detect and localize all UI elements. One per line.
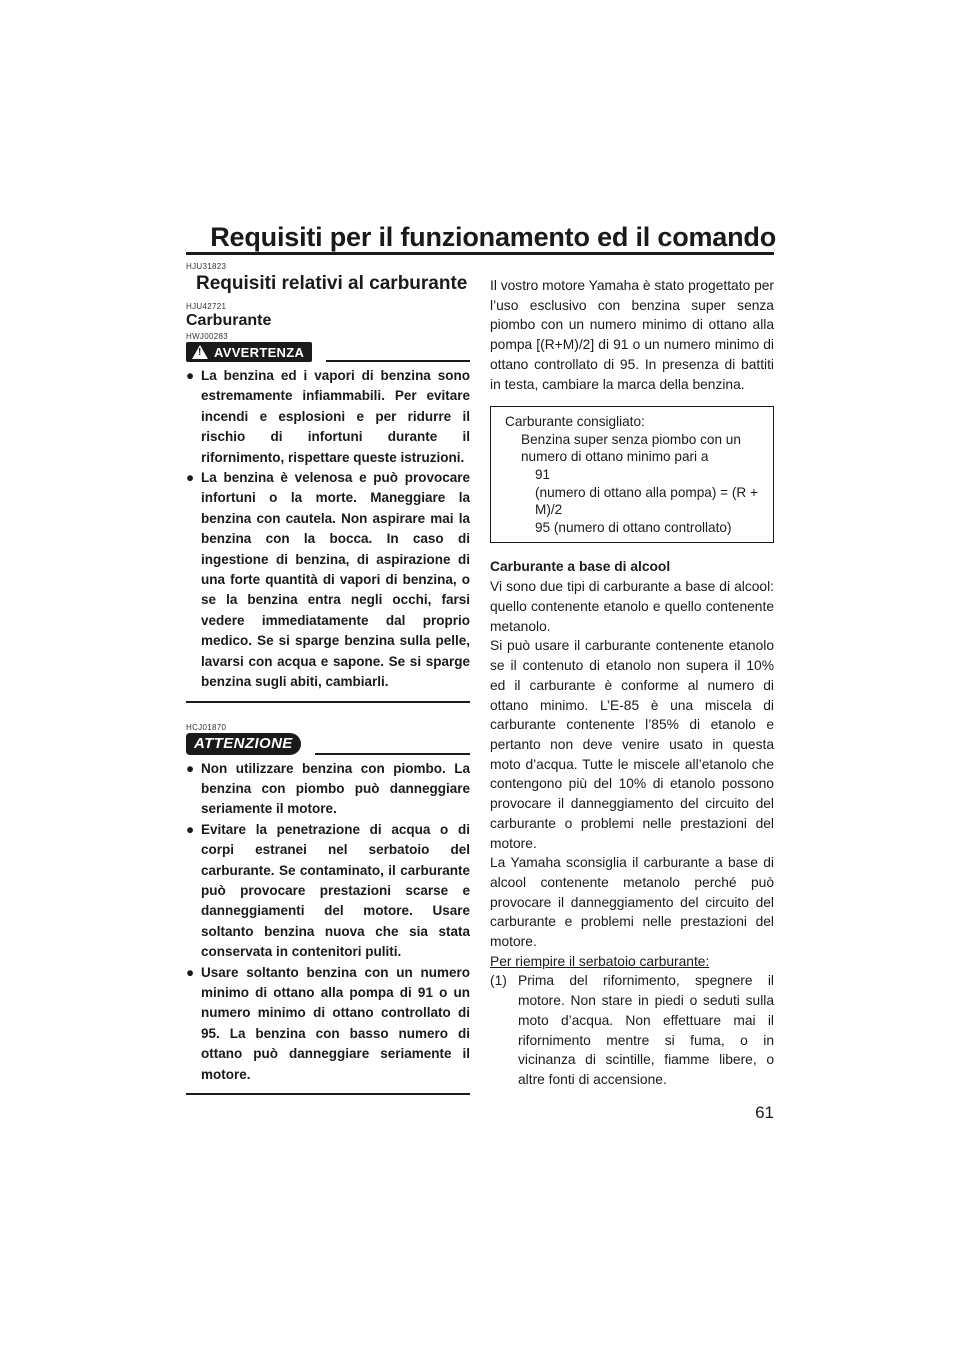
- warning-badge: [186, 342, 312, 362]
- fill-tank-heading: Per riempire il serbatoio carburante:: [490, 953, 710, 969]
- page-number: 61: [755, 1103, 774, 1122]
- section-title: Requisiti relativi al carburante: [196, 273, 468, 294]
- caution-badge: ATTENZIONE: [186, 733, 301, 755]
- bullet-icon: ●: [186, 470, 195, 486]
- warning-end-rule: [186, 701, 470, 703]
- rec-box-line1: Benzina super senza piombo con un numero di ottano minimo pari a: [521, 431, 741, 465]
- alcohol-heading: Carburante a base di alcool: [490, 559, 671, 575]
- alcohol-paragraph-1: Vi sono due tipi di carburante a base di alcool: quello contenente etanolo e quello contenente metanolo.: [490, 579, 774, 634]
- subsection-code: HJU42721: [186, 302, 227, 311]
- warning-label: AVVERTENZA: [214, 344, 305, 360]
- page-header-title: Requisiti per il funzionamento ed il comando: [210, 222, 776, 252]
- bullet-icon: ●: [186, 821, 195, 837]
- rec-box-line3: (numero di ottano alla pompa) = (R + M)/2: [535, 484, 758, 518]
- subsection-title: Carburante: [186, 312, 272, 329]
- caution-rule: [315, 753, 470, 755]
- caution-item: ● Non utilizzare benzina con piombo. La benzina con piombo può danneggiare seriamente il motore.: [186, 760, 470, 817]
- warning-header: [186, 342, 470, 362]
- bullet-icon: ●: [186, 760, 195, 776]
- alcohol-paragraph-3: La Yamaha sconsiglia il carburante a base di alcool contenente metanolo perché può provocare il danneggiamento del circuito del carburante e problemi nelle prestazioni del motore.: [490, 855, 774, 950]
- warning-item: ● La benzina ed i vapori di benzina sono estremamente infiammabili. Per evitare incendi e esplosioni e per ridurre il rischio di infortuni durante il rifornimento, rispettare queste istruzioni.: [186, 368, 470, 465]
- rec-box-label: Carburante consigliato:: [505, 414, 645, 430]
- left-column: [186, 262, 470, 1095]
- warning-item: ● La benzina è velenosa e può provocare infortuni o la morte. Maneggiare la benzina con cautela. Non aspirare mai la benzina con la bocca. In caso di ingestione di benzina, di aspirazione di una forte quantità di vapori di benzina, o se la benzina entra negli occhi, farsi vedere immediatamente dal proprio medico. Se si sparge benzina sulla pelle, lavarsi con acqua e sapone. Se si sparge benzina sugli abiti, cambiarli.: [186, 470, 470, 690]
- caution-item: ● Evitare la penetrazione di acqua o di corpi estranei nel serbatoio del carburante. Se contaminato, il carburante può provocare prestazioni scarse e danneggiamenti del motore. Usare soltanto benzina nuova che sia stata conservata in contenitori puliti.: [186, 821, 470, 960]
- section-code: HJU31823: [186, 262, 227, 271]
- warning-list: [186, 366, 470, 693]
- caution-code: HCJ01870: [186, 722, 227, 732]
- caution-item: ● Usare soltanto benzina con un numero minimo di ottano alla pompa di 91 o un numero minimo di ottano controllato di 95. La benzina con basso numero di ottano può danneggiare seriamente il motore.: [186, 964, 470, 1082]
- rec-box-line2: 91: [535, 467, 551, 482]
- caution-end-rule: [186, 1093, 470, 1095]
- warning-triangle-icon: [192, 345, 208, 359]
- alcohol-paragraph-2: Si può usare il carburante contenente etanolo se il contenuto di etanolo non supera il 10% ed il carburante è conforme al numero di ottano minimo. L’E-85 è una miscela di carburante contenente l’85% di etanolo e pertanto non deve venire usato in questa moto d’acqua. Tutte le miscele all’etanolo che contengono più del 10% di etanolo possono provocare il danneggiamento del circuito del carburante o problemi nelle prestazioni del motore.: [490, 638, 774, 851]
- rec-box-line4: 95 (numero di ottano controllato): [535, 519, 732, 535]
- bullet-icon: ●: [186, 368, 195, 383]
- intro-paragraph: Il vostro motore Yamaha è stato progettato per l’uso esclusivo con benzina super senza piombo con un numero minimo di ottano alla pompa [(R+M)/2] di 91 o un numero minimo di ottano controllato di 95. In presenza di battiti in testa, cambiare la marca della benzina.: [490, 278, 775, 392]
- caution-list: [186, 759, 470, 1086]
- step-1: [490, 971, 774, 1089]
- header-rule: [186, 252, 774, 255]
- step-text: Prima del rifornimento, spegnere il motore. Non stare in piedi o seduti sulla moto d’acqua. Non effettuare mai il rifornimento mentre si fuma, o in vicinanza di scintille, fiamme libere, o altre fonti di accensione.: [518, 973, 774, 1087]
- right-column: [490, 262, 774, 1090]
- warning-rule: [326, 360, 470, 362]
- recommended-fuel-box: [490, 406, 774, 543]
- step-number: (1): [490, 973, 507, 989]
- bullet-icon: ●: [186, 964, 195, 980]
- warning-code: HWJ00283: [186, 332, 228, 341]
- caution-header: [186, 733, 470, 755]
